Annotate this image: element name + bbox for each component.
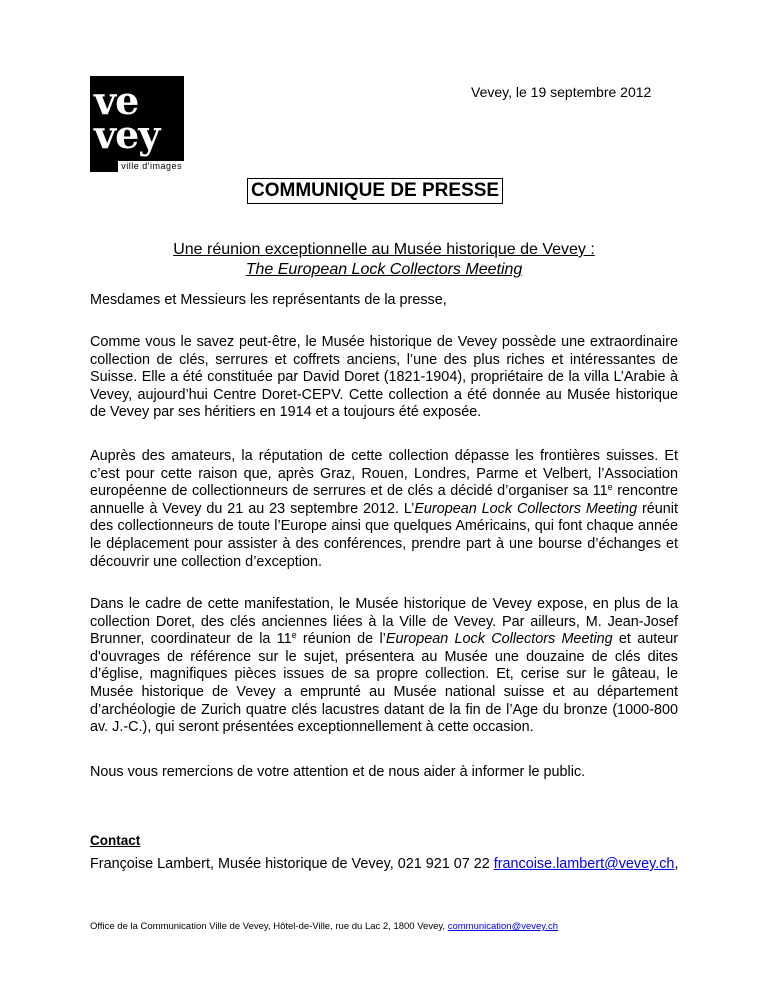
paragraph-2 (90, 448, 678, 571)
paragraph-3-part-b: réunion de l’ (296, 631, 386, 648)
page-title: COMMUNIQUE DE PRESSE (247, 178, 503, 204)
paragraph-2-part-b: rencontre annuelle à Vevey du 21 au 23 septembre 2012. L’ (90, 483, 678, 517)
paragraph-3 (90, 596, 678, 737)
paragraph-3-event-name: European Lock Collectors Meeting (385, 631, 613, 648)
contact-line (90, 856, 678, 872)
paragraph-3-sup: e (291, 630, 297, 641)
subtitle-line1: Une réunion exceptionnelle au Musée historique de Vevey : (173, 241, 595, 258)
logo-tagline: ville d'images (118, 161, 184, 172)
paragraph-1: Comme vous le savez peut-être, le Musée historique de Vevey possède une extraordinaire collection de clés, serrures et coffrets anciens, l’une des plus riches et intéressantes de Suisse. Elle a été constituée par David Doret (1821-1904), propriétaire de la villa L’Arabie à Vevey, aujourd’hui Centre Doret-CEPV. Cette collection a été donnée au Musée historique de Vevey par ses héritiers en 1914 et a toujours été exposée. (90, 334, 678, 421)
paragraph-3-part-a: Dans le cadre de cette manifestation, le Musée historique de Vevey expose, en plus de la collection Doret, des clés anciennes liées à la Ville de Vevey. Par ailleurs, M. Jean-Josef Brunner, coordinateur de la 11 (90, 596, 678, 648)
paragraph-2-part-c: réunit des collectionneurs de toute l’Europe ainsi que quelques Américains, qui font chaque année le déplacement pour assister à des conférences, prendre part à une bourse d’échanges et découvrir une collection d’exception. (90, 500, 678, 570)
salutation: Mesdames et Messieurs les représentants de la presse, (90, 292, 447, 308)
footer (90, 921, 558, 932)
footer-text: Office de la Communication Ville de Vevey, Hôtel-de-Ville, rue du Lac 2, 1800 Vevey, (90, 921, 448, 932)
logo-line1: ve (94, 78, 139, 123)
logo-line2: vey (94, 112, 160, 157)
contact-trailing: , (674, 856, 679, 872)
letter-date: Vevey, le 19 septembre 2012 (471, 84, 652, 100)
closing: Nous vous remercions de votre attention et de nous aider à informer le public. (90, 764, 586, 780)
contact-heading: Contact (90, 833, 141, 848)
subtitle-line2: The European Lock Collectors Meeting (245, 261, 523, 278)
contact-email-link[interactable]: francoise.lambert@vevey.ch (493, 856, 675, 872)
contact-text: Françoise Lambert, Musée historique de Vevey, 021 921 07 22 (90, 856, 494, 872)
paragraph-2-event-name: European Lock Collectors Meeting (414, 500, 638, 517)
vevey-logo (90, 76, 184, 172)
paragraph-3-part-c: et auteur d'ouvrages de référence sur le sujet, présentera au Musée une douzaine de clés dites d’église, magnifiques pièces issues de sa propre collection. Et, cerise sur le gâteau, le Musée historique de Vevey a emprunté au Musée national suisse et au département d’archéologie de Zurich quatre clés lacustres datant de la fin de l’Age du bronze (1000-800 av. J.-C.), qui seront présentées exceptionnellement à cette occasion. (90, 631, 678, 736)
paragraph-2-part-a: Auprès des amateurs, la réputation de cette collection dépasse les frontières suisses. Et c’est pour cette raison que, après Graz, Rouen, Londres, Parme et Velbert, l’Association européenne de collectionneurs de serrures et de clés a décidé d’organiser sa 11 (90, 448, 678, 500)
footer-email-link[interactable]: communication@vevey.ch (447, 921, 559, 932)
paragraph-2-sup: e (607, 482, 613, 493)
